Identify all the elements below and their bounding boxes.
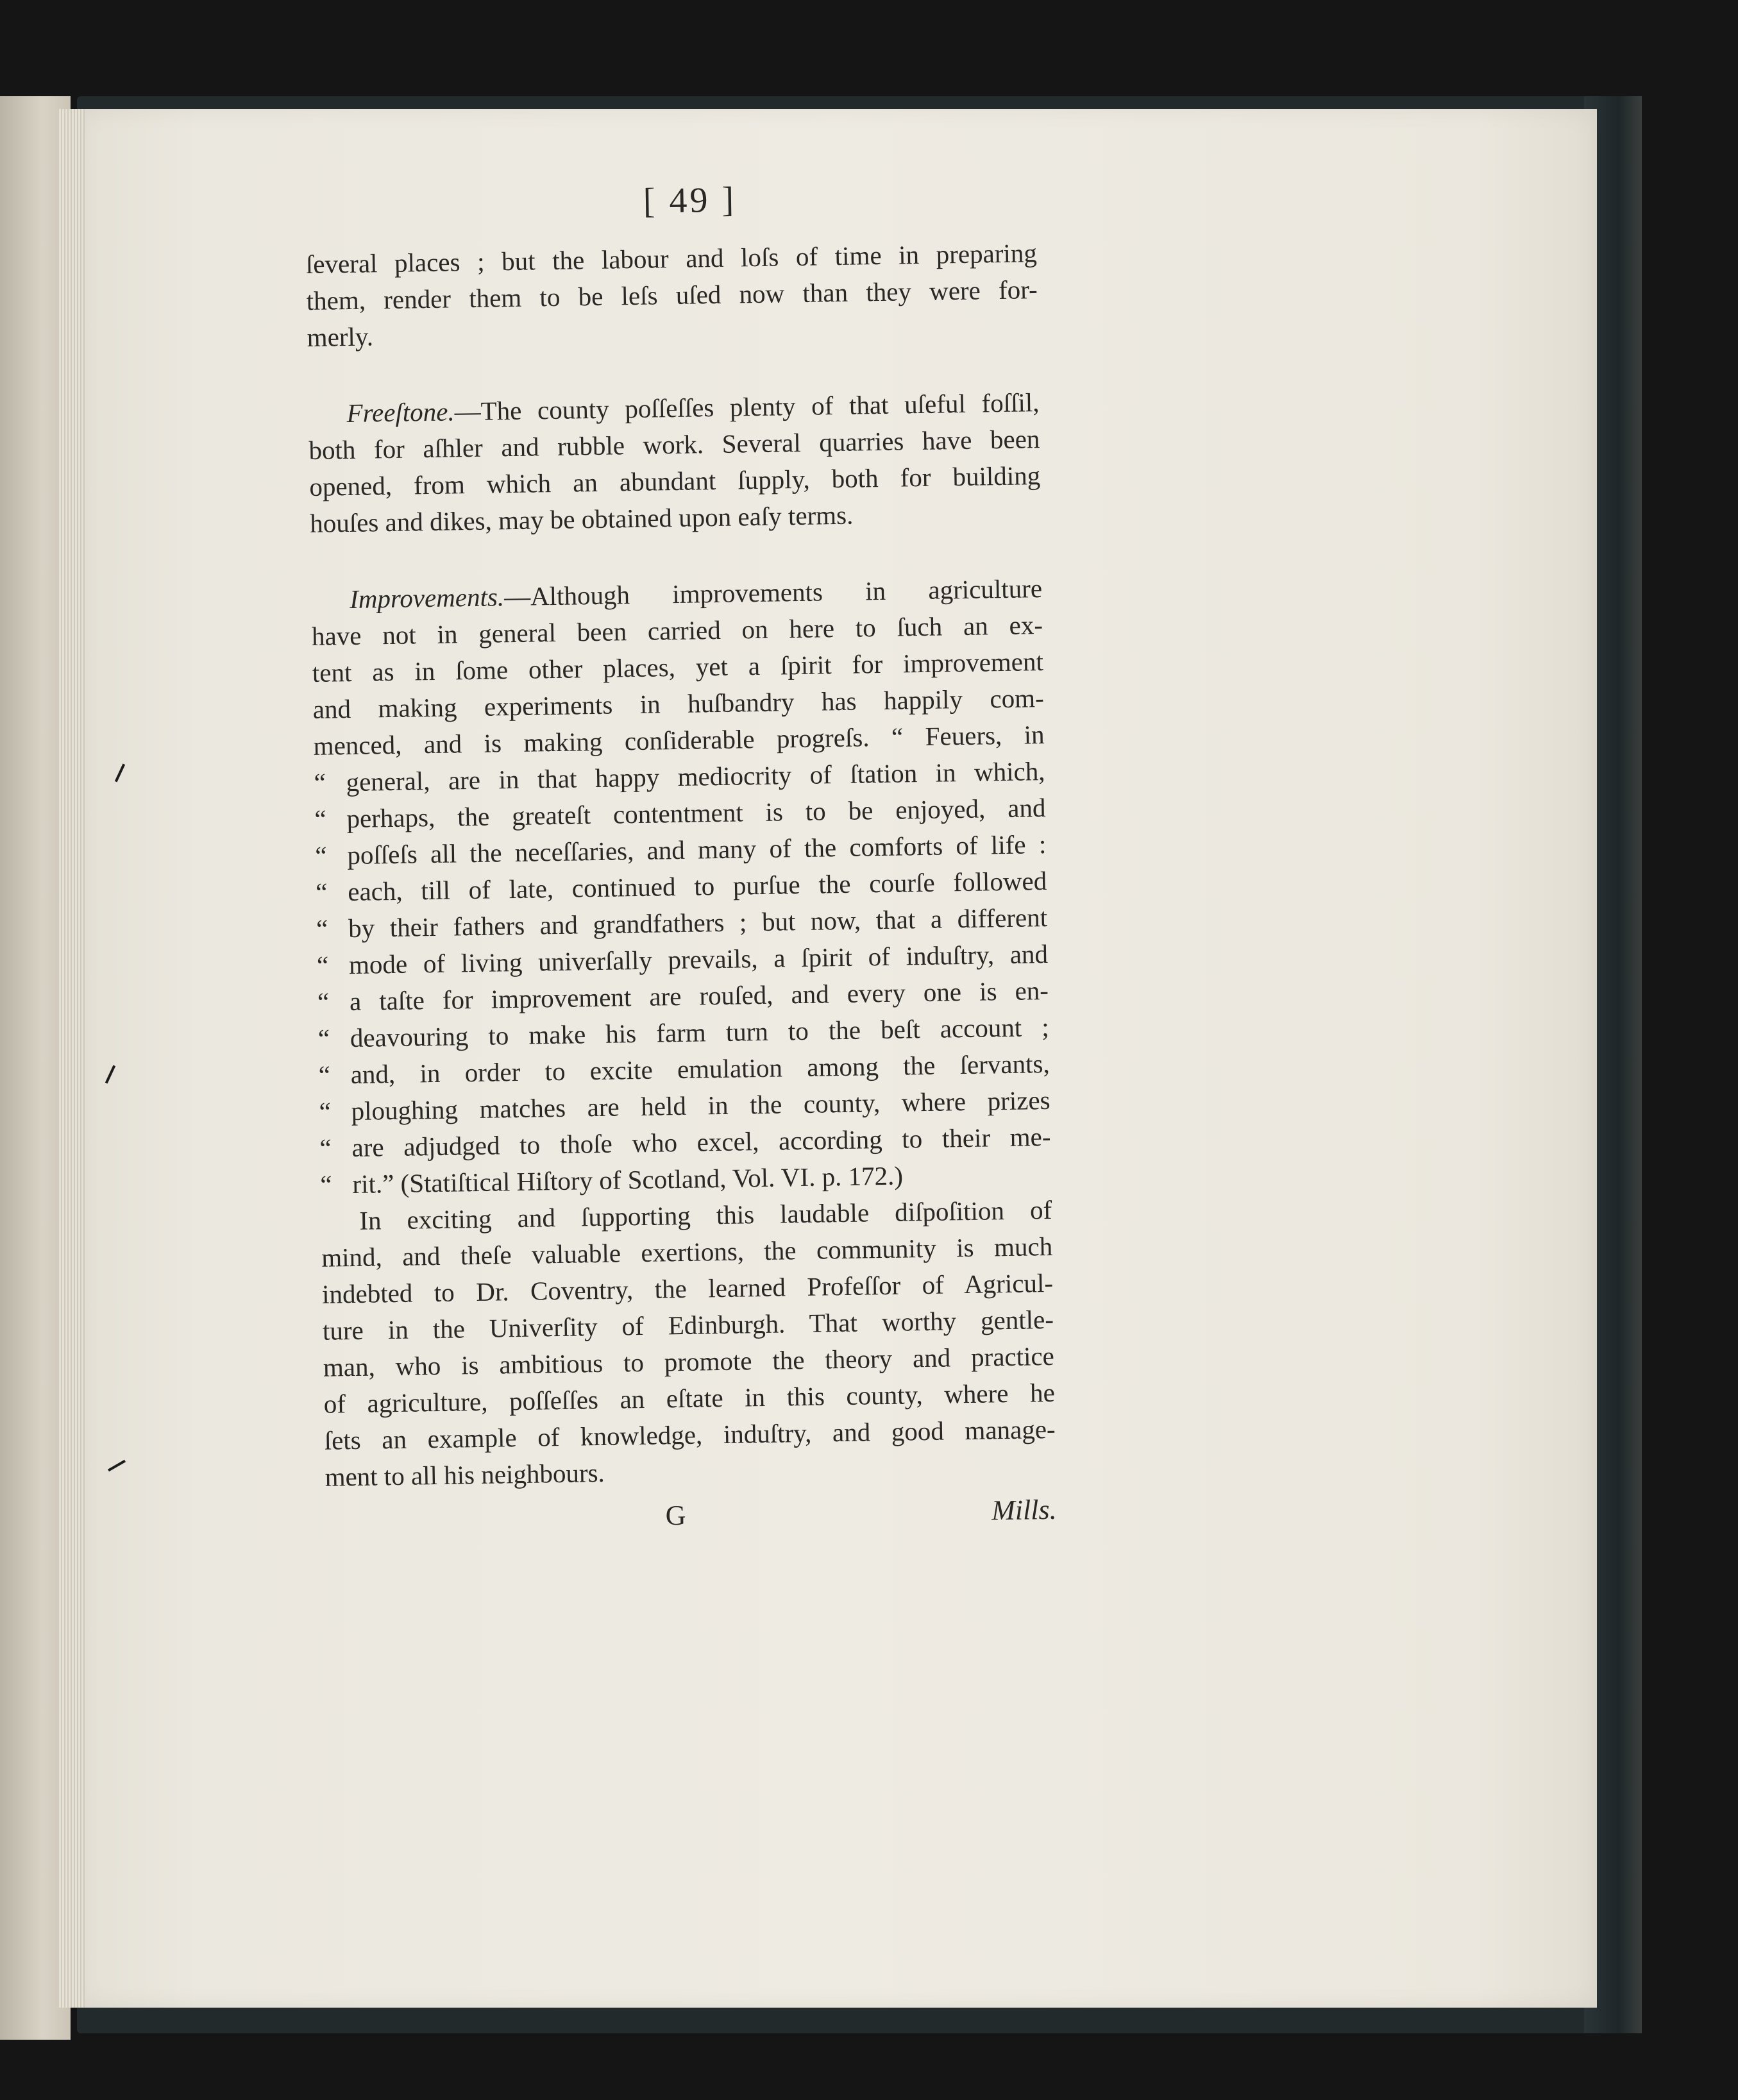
page-text <box>305 174 1057 1537</box>
quoted-text: ploughing matches are held in the county, where prizes <box>351 1085 1050 1126</box>
signature-mark: G <box>665 1499 686 1532</box>
text-line: tent as in ſome other places, yet a ſpirit for improvement <box>312 647 1044 688</box>
catchword: Mills. <box>991 1493 1057 1527</box>
quoted-text: poſſeſs all the neceſſaries, and many of the comforts of life : <box>347 829 1047 870</box>
quote-mark: “ <box>314 767 326 797</box>
text-line: ment to all his neighbours. <box>325 1457 605 1492</box>
quote-mark: “ <box>318 1060 331 1090</box>
text-line: and making experiments in huſbandry has happily com- <box>312 682 1045 724</box>
text-line: ture in the Univerſity of Edinburgh. That worthy gentle- <box>322 1304 1054 1346</box>
quote-mark: “ <box>316 913 328 944</box>
quote-mark: “ <box>319 1096 332 1126</box>
text-line: mind, and theſe valuable exertions, the community is much <box>321 1231 1053 1273</box>
quoted-text: each, till of late, continued to purſue the courſe followed <box>347 865 1047 907</box>
quote-mark: “ <box>316 950 329 980</box>
text-line: them, render them to be leſs uſed now than they were for- <box>306 275 1038 316</box>
quote-mark: “ <box>319 1133 332 1163</box>
section-heading: Freeſtone. <box>346 396 455 428</box>
text-line: In exciting and ſupporting this laudable diſpoſition of <box>359 1194 1052 1235</box>
text-line: indebted to Dr. Coventry, the learned Profeſſor of Agricul- <box>321 1267 1054 1309</box>
text-line: ſeveral places ; but the labour and loſs of time in preparing <box>305 238 1038 279</box>
page-number: [ 49 ] <box>643 180 737 221</box>
paragraph-improvements <box>311 570 1052 1203</box>
page-stack-edges <box>59 109 85 2008</box>
text-line: have not in general been carried on here to ſuch an ex- <box>311 610 1043 651</box>
text-line-body: —Although improvements in agriculture <box>503 573 1043 612</box>
quoted-text: and, in order to excite emulation among the ſervants, <box>350 1048 1050 1090</box>
quoted-text: perhaps, the greateſt contentment is to be enjoyed, and <box>346 792 1046 834</box>
quoted-text: general, are in that happy mediocrity of ſtation in which, <box>346 756 1045 797</box>
quoted-text: a taſte for improvement are rouſed, and every one is en- <box>349 975 1049 1017</box>
paragraph-freestone <box>308 384 1041 542</box>
quote-mark: “ <box>315 877 328 907</box>
quoted-text: by their fathers and grandfathers ; but now, that a different <box>348 902 1048 944</box>
quoted-text: rit.” (Statiſtical Hiſtory of Scotland, Vol. VI. p. 172.) <box>352 1160 904 1199</box>
text-line: of agriculture, poſſeſſes an eſtate in this county, where he <box>323 1377 1056 1419</box>
quote-mark: “ <box>317 1023 330 1053</box>
quote-mark: “ <box>320 1169 333 1199</box>
text-line: menced, and is making conſiderable progreſs. “ Feuers, in <box>313 719 1045 761</box>
text-line: merly. <box>307 321 374 352</box>
section-heading: Improvements. <box>349 582 505 614</box>
text-line: man, who is ambitious to promote the theory and practice <box>323 1341 1055 1382</box>
quoted-text: are adjudged to thoſe who excel, according to their me- <box>351 1121 1051 1163</box>
text-line: houſes and dikes, may be obtained upon eaſy terms. <box>309 500 854 538</box>
quote-mark: “ <box>317 986 330 1017</box>
paragraph-1 <box>305 235 1038 356</box>
text-line-body: —The county poſſeſſes plenty of that uſeful foſſil, <box>454 387 1040 427</box>
quoted-text: deavouring to make his farm turn to the beſt account ; <box>350 1012 1050 1053</box>
quote-mark: “ <box>314 804 327 834</box>
quoted-text: mode of living univerſally prevails, a ſpirit of induſtry, and <box>348 938 1049 980</box>
quote-mark: “ <box>315 840 327 870</box>
paragraph-coventry <box>321 1192 1056 1496</box>
text-line: ſets an example of knowledge, induſtry, and good manage- <box>324 1414 1056 1455</box>
text-line: opened, from which an abundant ſupply, both for building <box>309 461 1041 502</box>
text-line: both for aſhler and rubble work. Several quarries have been <box>308 424 1040 465</box>
